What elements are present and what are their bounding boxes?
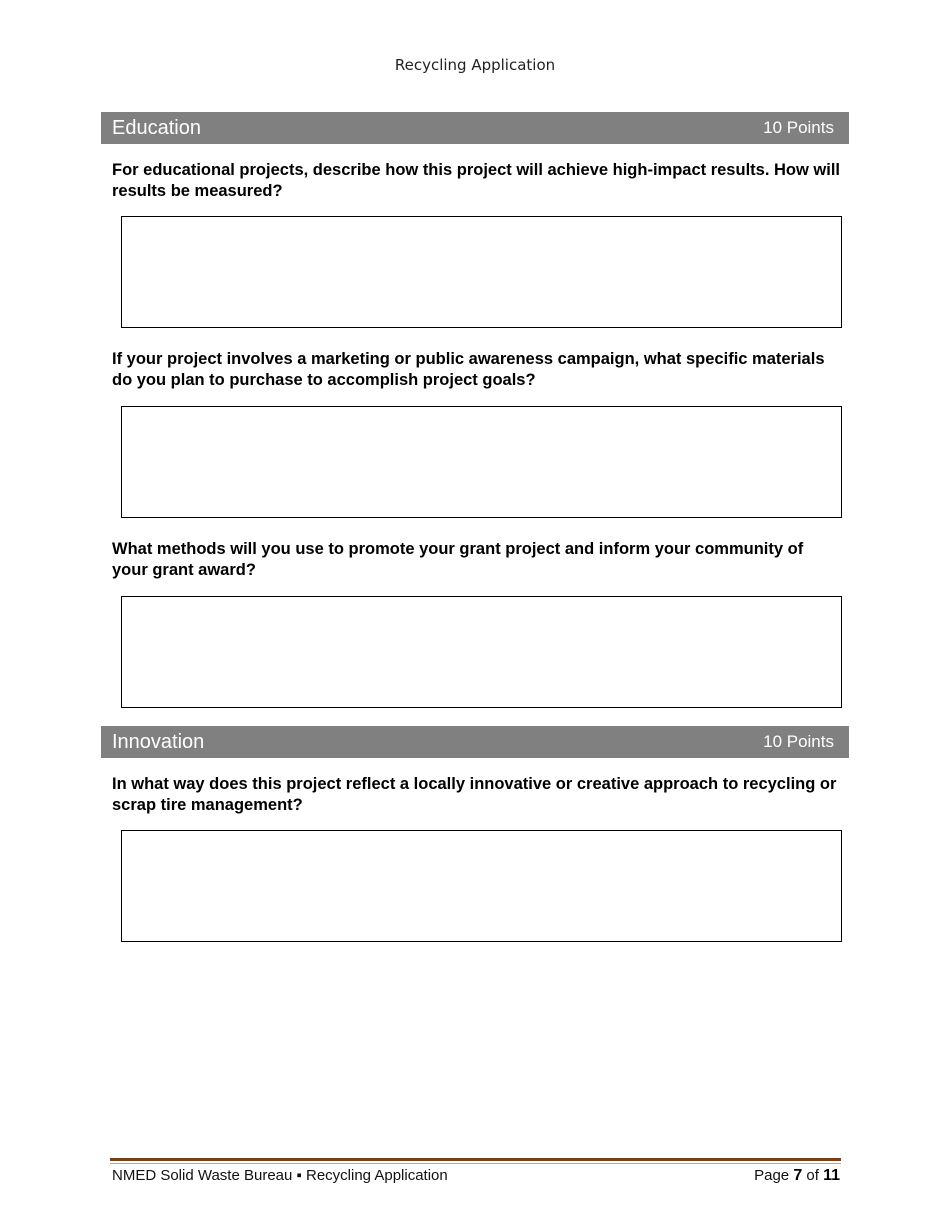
running-header: Recycling Application bbox=[394, 56, 556, 74]
section-header-innovation bbox=[101, 726, 849, 758]
section-title: Innovation bbox=[112, 730, 205, 753]
question-innovative-approach: In what way does this project reflect a locally innovative or creative approach to recycling or scrap tire management? bbox=[112, 775, 837, 814]
answer-box-promotion-methods[interactable] bbox=[121, 596, 842, 708]
footer-text: NMED Solid Waste Bureau ▪ Recycling Application bbox=[112, 1167, 448, 1184]
section-points: 10 Points bbox=[763, 118, 834, 137]
section-title: Education bbox=[112, 116, 201, 139]
question-promotion-methods: What methods will you use to promote your grant project and inform your community of your grant award? bbox=[112, 540, 804, 579]
answer-box-education-impact[interactable] bbox=[121, 216, 842, 328]
question-marketing-materials: If your project involves a marketing or public awareness campaign, what specific materials do you plan to purchase to accomplish project goals? bbox=[112, 350, 825, 389]
answer-box-marketing-materials[interactable] bbox=[121, 406, 842, 518]
page-number: Page 7 of 11 bbox=[754, 1167, 840, 1184]
footer-rule bbox=[110, 1158, 841, 1161]
question-education-impact: For educational projects, describe how this project will achieve high-impact results. How will results be measured? bbox=[112, 161, 840, 200]
footer-rule-thin bbox=[110, 1163, 841, 1164]
answer-box-innovative-approach[interactable] bbox=[121, 830, 842, 942]
section-header-education bbox=[101, 112, 849, 144]
section-points: 10 Points bbox=[763, 732, 834, 751]
